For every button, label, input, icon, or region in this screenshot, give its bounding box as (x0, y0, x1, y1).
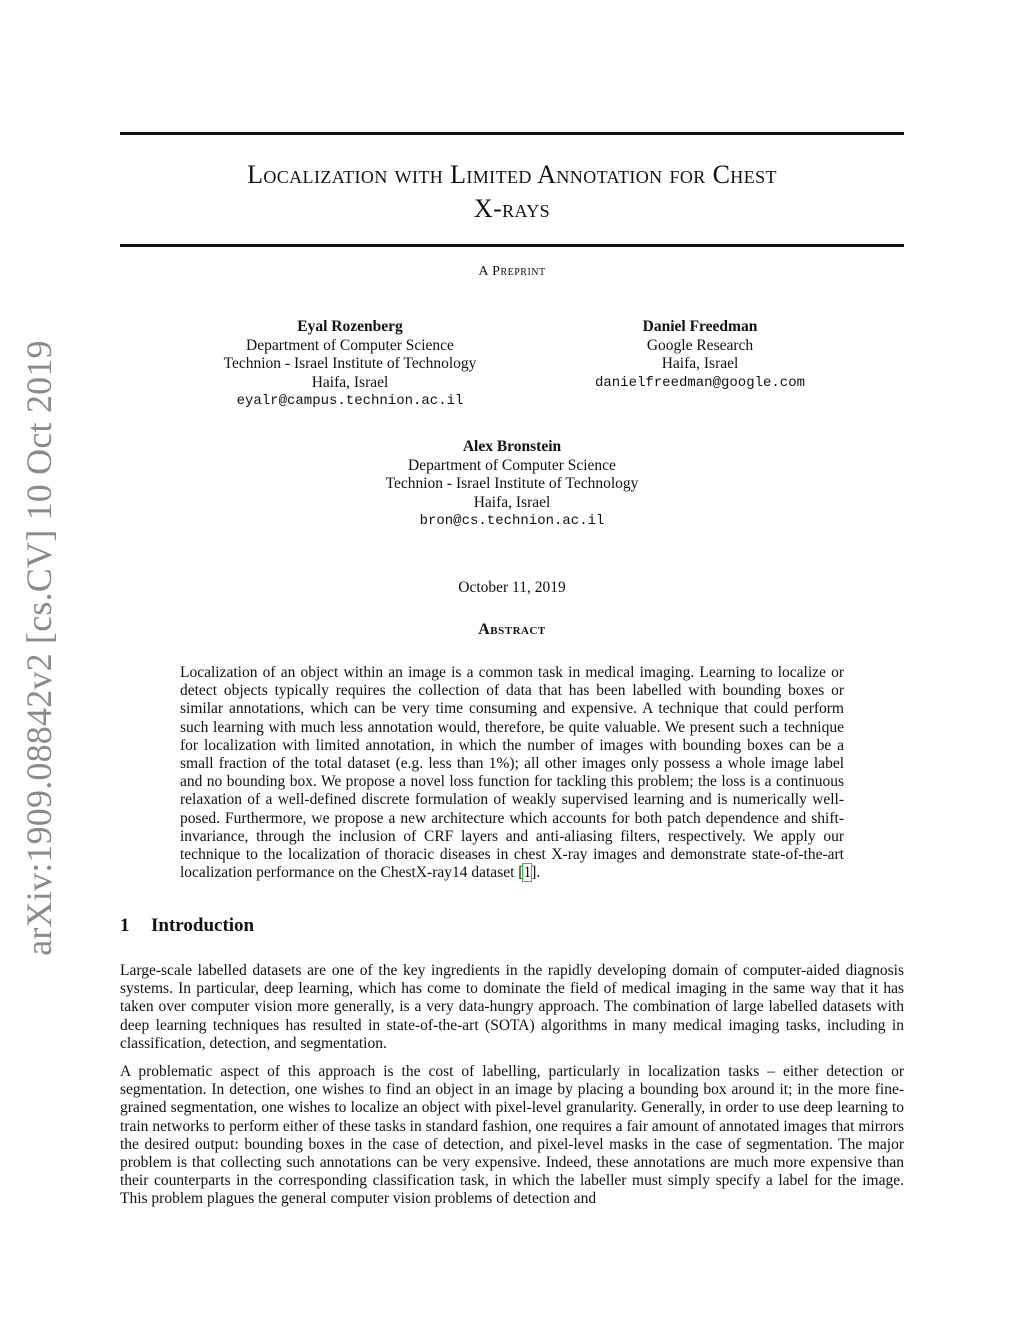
title-bottom-rule (120, 244, 904, 247)
abstract-text-end: ]. (531, 864, 541, 882)
author-institution: Technion - Israel Institute of Technology (223, 355, 477, 372)
author-email[interactable]: eyalr@campus.technion.ac.il (236, 393, 464, 409)
section-number: 1 (120, 915, 130, 936)
abstract-heading: Abstract (478, 621, 546, 638)
title-line-2: X-rays (473, 194, 551, 223)
author-name: Daniel Freedman (642, 318, 758, 335)
author-name: Eyal Rozenberg (297, 318, 403, 335)
author-department: Department of Computer Science (408, 456, 616, 474)
author-name: Alex Bronstein (462, 438, 562, 455)
author-email[interactable]: bron@cs.technion.ac.il (419, 513, 605, 529)
abstract-text: Localization of an object within an image is a common task in medical imaging. Learning to localize or detect objects typically requires the collection of data that has been labelled with bounding boxes or similar annotations, which can be very time consuming and expensive. A technique that could perform such learning with much less annotation would, therefore, be quite valuable. We present such a technique for localization with limited annotation, in which the number of images with bounding boxes can be a small fraction of the total dataset (e.g. less than 1%); all other images only possess a whole image label and no bounding box. We propose a novel loss function for tackling this problem; the loss is a continuous relaxation of a well-defined discrete formulation of weakly supervised learning and is numerically well-posed. Furthermore, we propose a new architecture which accounts for both patch dependence and shift-invariance, through the inclusion of CRF layers and anti-aliasing filters, respectively. We apply our technique to the localization of thoracic diseases in chest X-ray images and demonstrate state-of-the-art localization performance on the ChestX-ray14 dataset [ (180, 664, 844, 882)
author-block-bronstein (352, 438, 672, 531)
author-block-freedman (580, 318, 820, 392)
author-email[interactable]: danielfreedman@google.com (594, 374, 806, 391)
title-top-rule (120, 132, 904, 135)
section-title: Introduction (151, 915, 255, 936)
citation-link[interactable]: 1 (523, 864, 532, 882)
author-location: Haifa, Israel (661, 355, 739, 372)
paper-title (120, 158, 904, 226)
publication-date: October 11, 2019 (458, 579, 566, 596)
abstract-body (180, 664, 844, 882)
body-paragraph-2: A problematic aspect of this approach is the cost of labelling, particularly in localization tasks – either detection or segmentation. In detection, one wishes to find an object in an image by placing a bounding box around it; in the more fine-grained segmentation, one wishes to localize an object with pixel-level granularity. Generally, in order to use deep learning to train networks to perform either of these tasks in standard fashion, one requires a fair amount of annotated images that mirrors the desired output: bounding boxes in the case of detection, and pixel-level masks in the case of segmentation. The major problem is that collecting such annotations can be very expensive. Indeed, these annotations are much more expensive than their counterparts in the corresponding classification task, in which the labeller must simply specify a label for the image. This problem plagues the general computer vision problems of detection and (120, 1063, 904, 1208)
section-heading-introduction (120, 915, 254, 937)
author-department: Department of Computer Science (246, 336, 454, 354)
author-block-rozenberg (190, 318, 510, 411)
author-location: Haifa, Israel (473, 493, 551, 511)
author-institution: Technion - Israel Institute of Technology (385, 475, 639, 492)
author-location: Haifa, Israel (311, 373, 389, 391)
body-paragraph-1: Large-scale labelled datasets are one of the key ingredients in the rapidly developing domain of computer-aided diagnosis systems. In particular, deep learning, which has come to dominate the field of medical imaging in the same way that it has taken over computer vision more generally, is a very data-hungry approach. The combination of large labelled datasets with deep learning techniques has resulted in state-of-the-art (SOTA) algorithms in many medical imaging tasks, including in classification, detection, and segmentation. (120, 962, 904, 1052)
preprint-label: A Preprint (478, 264, 546, 279)
author-department: Google Research (646, 336, 754, 354)
title-line-1: Localization with Limited Annotation for Chest (247, 160, 777, 189)
arxiv-identifier: arXiv:1909.08842v2 [cs.CV] 10 Oct 2019 (19, 340, 59, 956)
